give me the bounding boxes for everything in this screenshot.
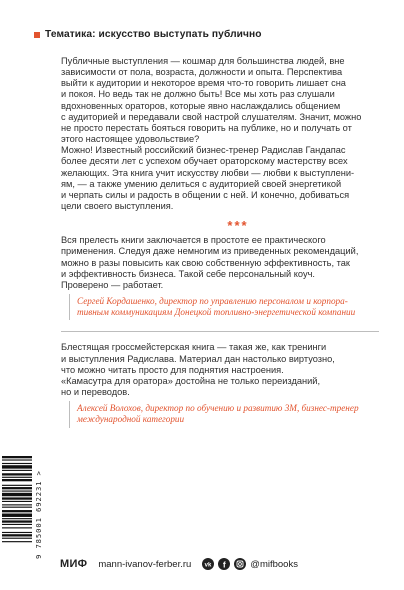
- main-content: [61, 56, 379, 428]
- barcode-bar: [2, 459, 32, 460]
- intro-paragraph: [61, 56, 379, 212]
- instagram-icon[interactable]: [234, 558, 246, 570]
- footer: [60, 558, 298, 570]
- intro-line: цели своего выступления.: [61, 201, 174, 212]
- review-line: Вся прелесть книги заключается в простоте ее практического: [61, 235, 326, 246]
- intro-line: более десяти лет с успехом обучает ораторскому мастерству всех: [61, 156, 348, 167]
- attribution-line: международной категории: [77, 414, 185, 425]
- intro-line: с аудиторией и передавали свой настрой слушателям. Значит, можно: [61, 111, 362, 122]
- intro-line: вдохновенных ораторов, которые явно наслаждались общением: [61, 100, 341, 111]
- svg-text:vk: vk: [204, 562, 212, 569]
- review-1-text: [61, 235, 379, 291]
- barcode-bar: [2, 463, 32, 464]
- barcode-bar: [2, 493, 32, 496]
- barcode-bar: [2, 527, 32, 528]
- review-line: но и переводов.: [61, 387, 130, 397]
- header-square-marker: [34, 32, 40, 38]
- barcode-bar: [2, 518, 32, 519]
- barcode-bar: [2, 524, 32, 525]
- barcode-bar: [2, 473, 32, 475]
- divider: [61, 331, 379, 332]
- social-icons: [202, 558, 298, 570]
- barcode-bar: [2, 520, 32, 522]
- isbn-barcode: [0, 454, 34, 576]
- review-2-text: [61, 342, 379, 398]
- facebook-icon[interactable]: [218, 558, 230, 570]
- publisher-logo: МИФ: [60, 558, 88, 570]
- intro-line: не просто перестать бояться говорить на публике, но и получать от: [61, 122, 352, 133]
- barcode-bar: [2, 470, 32, 471]
- intro-line: желающих. Эта книга учит искусству любви — любви к выступлени-: [61, 167, 355, 178]
- barcode-bar: [2, 491, 32, 492]
- intro-line: и черпать силы и радость в общении с ней. И конечно, добиваться: [61, 189, 350, 200]
- topic-label: Тематика: искусство выступать публично: [45, 29, 262, 40]
- barcode-bars: [0, 454, 34, 576]
- barcode-bar: [2, 541, 32, 542]
- intro-line: зависимости от пола, возраста, должности и опыта. Перспектива: [61, 67, 343, 78]
- review-line: можно в разы повысить как свою собственную эффективность, так: [61, 257, 350, 268]
- barcode-bar: [2, 532, 32, 533]
- review-line: и эффективность бизнеса. Такой себе персональный коуч.: [61, 268, 315, 279]
- review-line: Блестящая гроссмейстерская книга — такая же, как тренинги: [61, 342, 327, 353]
- review-line: Проверено — работает.: [61, 279, 164, 290]
- barcode-bar: [2, 538, 32, 539]
- attribution-line: Алексей Волохов, директор по обучению и развитию 3М, бизнес-тренер: [77, 403, 359, 414]
- barcode-bar: [2, 514, 32, 517]
- section-separator: ***: [227, 218, 249, 234]
- review-line: «Камасутра для оратора» достойна не только переизданий,: [61, 375, 321, 386]
- attribution-line: тивным коммуникациям Донецкой топливно-энергетической компании: [77, 307, 356, 318]
- barcode-bar: [2, 510, 32, 512]
- barcode-bar: [2, 487, 32, 489]
- barcode-bar: [2, 485, 32, 486]
- publisher-website[interactable]: mann-ivanov-ferber.ru: [98, 558, 192, 570]
- barcode-bar: [2, 507, 32, 508]
- review-line: применения. Следуя даже немногим из приведенных рекомендаций,: [61, 246, 359, 257]
- review-line: и выступления Радислава. Материал дан настолько виртуозно,: [61, 353, 335, 364]
- intro-line: выйти к аудитории и некоторое время что-то говорить лишает сна: [61, 78, 346, 89]
- vk-icon[interactable]: [202, 558, 214, 570]
- intro-line: Публичные выступления — кошмар для большинства людей, вне: [61, 56, 345, 66]
- review-line: что можно читать просто для поднятия настроения.: [61, 364, 284, 375]
- review-1-attribution: [69, 294, 379, 320]
- isbn-number: 9 785001 692231 >: [34, 470, 43, 560]
- barcode-bar: [2, 456, 32, 458]
- barcode-bar: [2, 479, 32, 481]
- barcode-bar: [2, 477, 32, 478]
- barcode-bar: [2, 497, 32, 499]
- review-2-attribution: [69, 401, 379, 427]
- svg-text:f: f: [223, 559, 227, 570]
- intro-line: этого настоящее удовольствие?: [61, 134, 200, 145]
- intro-line: Можно! Известный российский бизнес-тренер Радислав Гандапас: [61, 145, 346, 156]
- attribution-line: Сергей Кордашенко, директор по управлению персоналом и корпора-: [77, 295, 348, 306]
- social-handle[interactable]: @mifbooks: [250, 558, 298, 570]
- topic-header: [34, 29, 262, 40]
- barcode-bar: [2, 501, 32, 502]
- barcode-bar: [2, 534, 32, 536]
- barcode-bar: [2, 465, 32, 468]
- intro-line: и покоя. Но ведь так не должно быть! Все мы хоть раз слушали: [61, 89, 335, 100]
- intro-line: ям, — а также умению делиться с аудиторией своей энергетикой: [61, 178, 342, 189]
- barcode-bar: [2, 504, 32, 505]
